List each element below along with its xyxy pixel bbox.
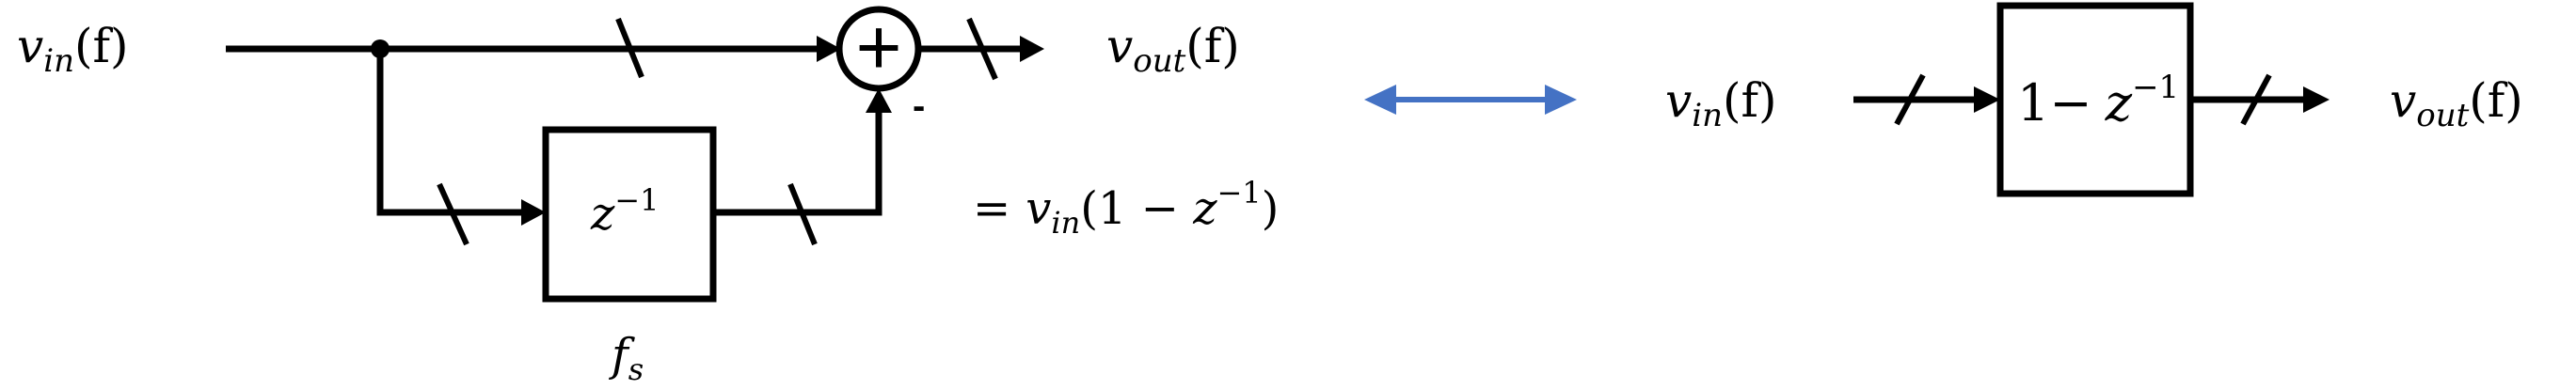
left-output-label bbox=[1106, 19, 1240, 80]
clock-symbol: f bbox=[612, 329, 628, 382]
branch-wire bbox=[380, 49, 523, 212]
output-arrow-icon bbox=[1020, 36, 1044, 62]
right-input-arrow-icon bbox=[1974, 86, 2000, 113]
left-input-subscript: in bbox=[43, 42, 75, 80]
right-input-symbol: v bbox=[1665, 73, 1693, 128]
right-input-subscript: in bbox=[1692, 97, 1724, 134]
right-input-label bbox=[1665, 73, 1777, 134]
clock-label bbox=[609, 329, 644, 387]
delay-input-arrow-icon bbox=[521, 199, 546, 226]
equation-base: z bbox=[1193, 182, 1217, 235]
transfer-base: z bbox=[2105, 73, 2133, 133]
summer-minus-arrow-icon bbox=[866, 88, 892, 113]
right-output-argument: (f) bbox=[2469, 73, 2523, 128]
right-input-argument: (f) bbox=[1723, 73, 1777, 128]
right-output-symbol: v bbox=[2390, 73, 2417, 128]
right-diagram bbox=[1665, 6, 2523, 194]
delay-exponent: −1 bbox=[614, 182, 660, 218]
equation-close: ) bbox=[1261, 182, 1280, 235]
clock-subscript: s bbox=[628, 351, 644, 387]
equation-subscript: in bbox=[1051, 205, 1081, 241]
left-input-symbol: v bbox=[17, 19, 44, 73]
right-output-label bbox=[2390, 73, 2523, 134]
transfer-exponent: −1 bbox=[2132, 69, 2180, 106]
left-input-argument: (f) bbox=[74, 19, 129, 73]
left-input-label bbox=[17, 19, 129, 80]
transfer-prefix: 1− bbox=[2017, 73, 2092, 133]
right-output-arrow-icon bbox=[2303, 86, 2330, 113]
double-headed-arrow-icon bbox=[1364, 85, 1577, 115]
delay-base: z bbox=[591, 188, 615, 241]
left-output-argument: (f) bbox=[1185, 19, 1240, 73]
equation-equals: = bbox=[973, 182, 1011, 235]
summer-plus-icon: + bbox=[855, 3, 902, 91]
right-output-subscript: out bbox=[2416, 97, 2470, 134]
equation-exponent: −1 bbox=[1216, 175, 1262, 211]
result-equation bbox=[973, 175, 1279, 241]
left-output-symbol: v bbox=[1106, 19, 1134, 73]
equation-symbol: v bbox=[1026, 182, 1052, 235]
left-diagram bbox=[17, 3, 1279, 387]
summer-minus-sign: - bbox=[913, 86, 926, 127]
left-output-subscript: out bbox=[1133, 42, 1186, 80]
equation-open: (1 − bbox=[1080, 182, 1194, 235]
